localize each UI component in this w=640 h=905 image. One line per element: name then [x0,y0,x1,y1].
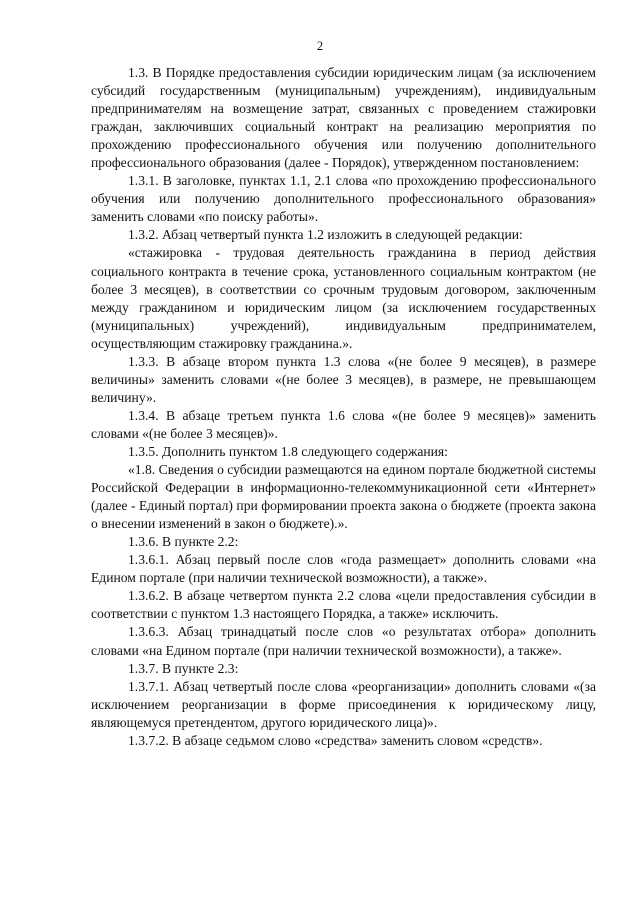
paragraph-1-3-7-2: 1.3.7.2. В абзаце седьмом слово «средства» заменить словом «средств». [128,732,543,748]
paragraph-1-3-5: 1.3.5. Дополнить пунктом 1.8 следующего содержания: [128,443,448,459]
paragraph-1-3-6-2: 1.3.6.2. В абзаце четвертом пункта 2.2 слова «цели предоставления субсидии в соответствии с пунктом 1.3 настоящего Порядка, а также» исключить. [91,588,596,622]
paragraph-1-3-6-1: 1.3.6.1. Абзац первый после слов «года размещает» дополнить словами «на Едином портале (при наличии технической возможности), а также». [91,552,596,586]
page-number: 2 [316,39,324,53]
paragraph-1-3-6-3: 1.3.6.3. Абзац тринадцатый после слов «о результатах отбора» дополнить словами «на Едином портале (при наличии технической возможности), а также». [91,624,596,658]
paragraph-1-3-4: 1.3.4. В абзаце третьем пункта 1.6 слова «(не более 9 месяцев)» заменить словами «(не более 3 месяцев)». [91,407,596,441]
paragraph-1-3-7: 1.3.7. В пункте 2.3: [128,660,239,676]
paragraph-1-3-6: 1.3.6. В пункте 2.2: [128,534,239,550]
paragraph-1-3-2: 1.3.2. Абзац четвертый пункта 1.2 изложить в следующей редакции: [128,227,523,243]
paragraph-1-3-1: 1.3.1. В заголовке, пунктах 1.1, 2.1 слова «по прохождению профессионального обучения или получению дополнительного профессионального образования» заменить словами «по поиску работы». [91,173,596,225]
paragraph-1-3-3: 1.3.3. В абзаце втором пункта 1.3 слова «(не более 9 месяцев), в размере величины» заменить словами «(не более 3 месяцев), в размере, не превышающем величину». [91,353,596,405]
paragraph-1-3-2-quote: «стажировка - трудовая деятельность гражданина в период действия социального контракта в течение срока, установленного социальным контрактом (не более 3 месяцев), в соответствии со срочным трудовым договором, заключенным между гражданином и юридическим лицом (за исключением государственных (муниципальных) учреждений), индивидуальным предпринимателем, осуществляющим стажировку гражданина.». [91,245,596,351]
paragraph-1-3-5-quote: «1.8. Сведения о субсидии размещаются на едином портале бюджетной системы Российской Федерации в информационно-телекоммуникационной сети «Интернет» (далее - Единый портал) при формировании проекта закона о бюджете (проекта закона о внесении изменений в закон о бюджете).». [91,462,596,532]
paragraph-1-3-7-1: 1.3.7.1. Абзац четвертый после слова «реорганизации» дополнить словами «(за исключением реорганизации в форме присоединения к юридическому лицу, являющемуся претендентом, другого юридического лица)». [91,678,596,730]
document-body [91,64,596,750]
paragraph-1-3: 1.3. В Порядке предоставления субсидии юридическим лицам (за исключением субсидий государственным (муниципальным) учреждениям), индивидуальным предпринимателям на возмещение затрат, связанных с проведением стажировки граждан, заключивших социальный контракт на реализацию мероприятия по прохождению профессионального обучения или получению дополнительного профессионального образования (далее - Порядок), утвержденном постановлением: [91,65,596,171]
